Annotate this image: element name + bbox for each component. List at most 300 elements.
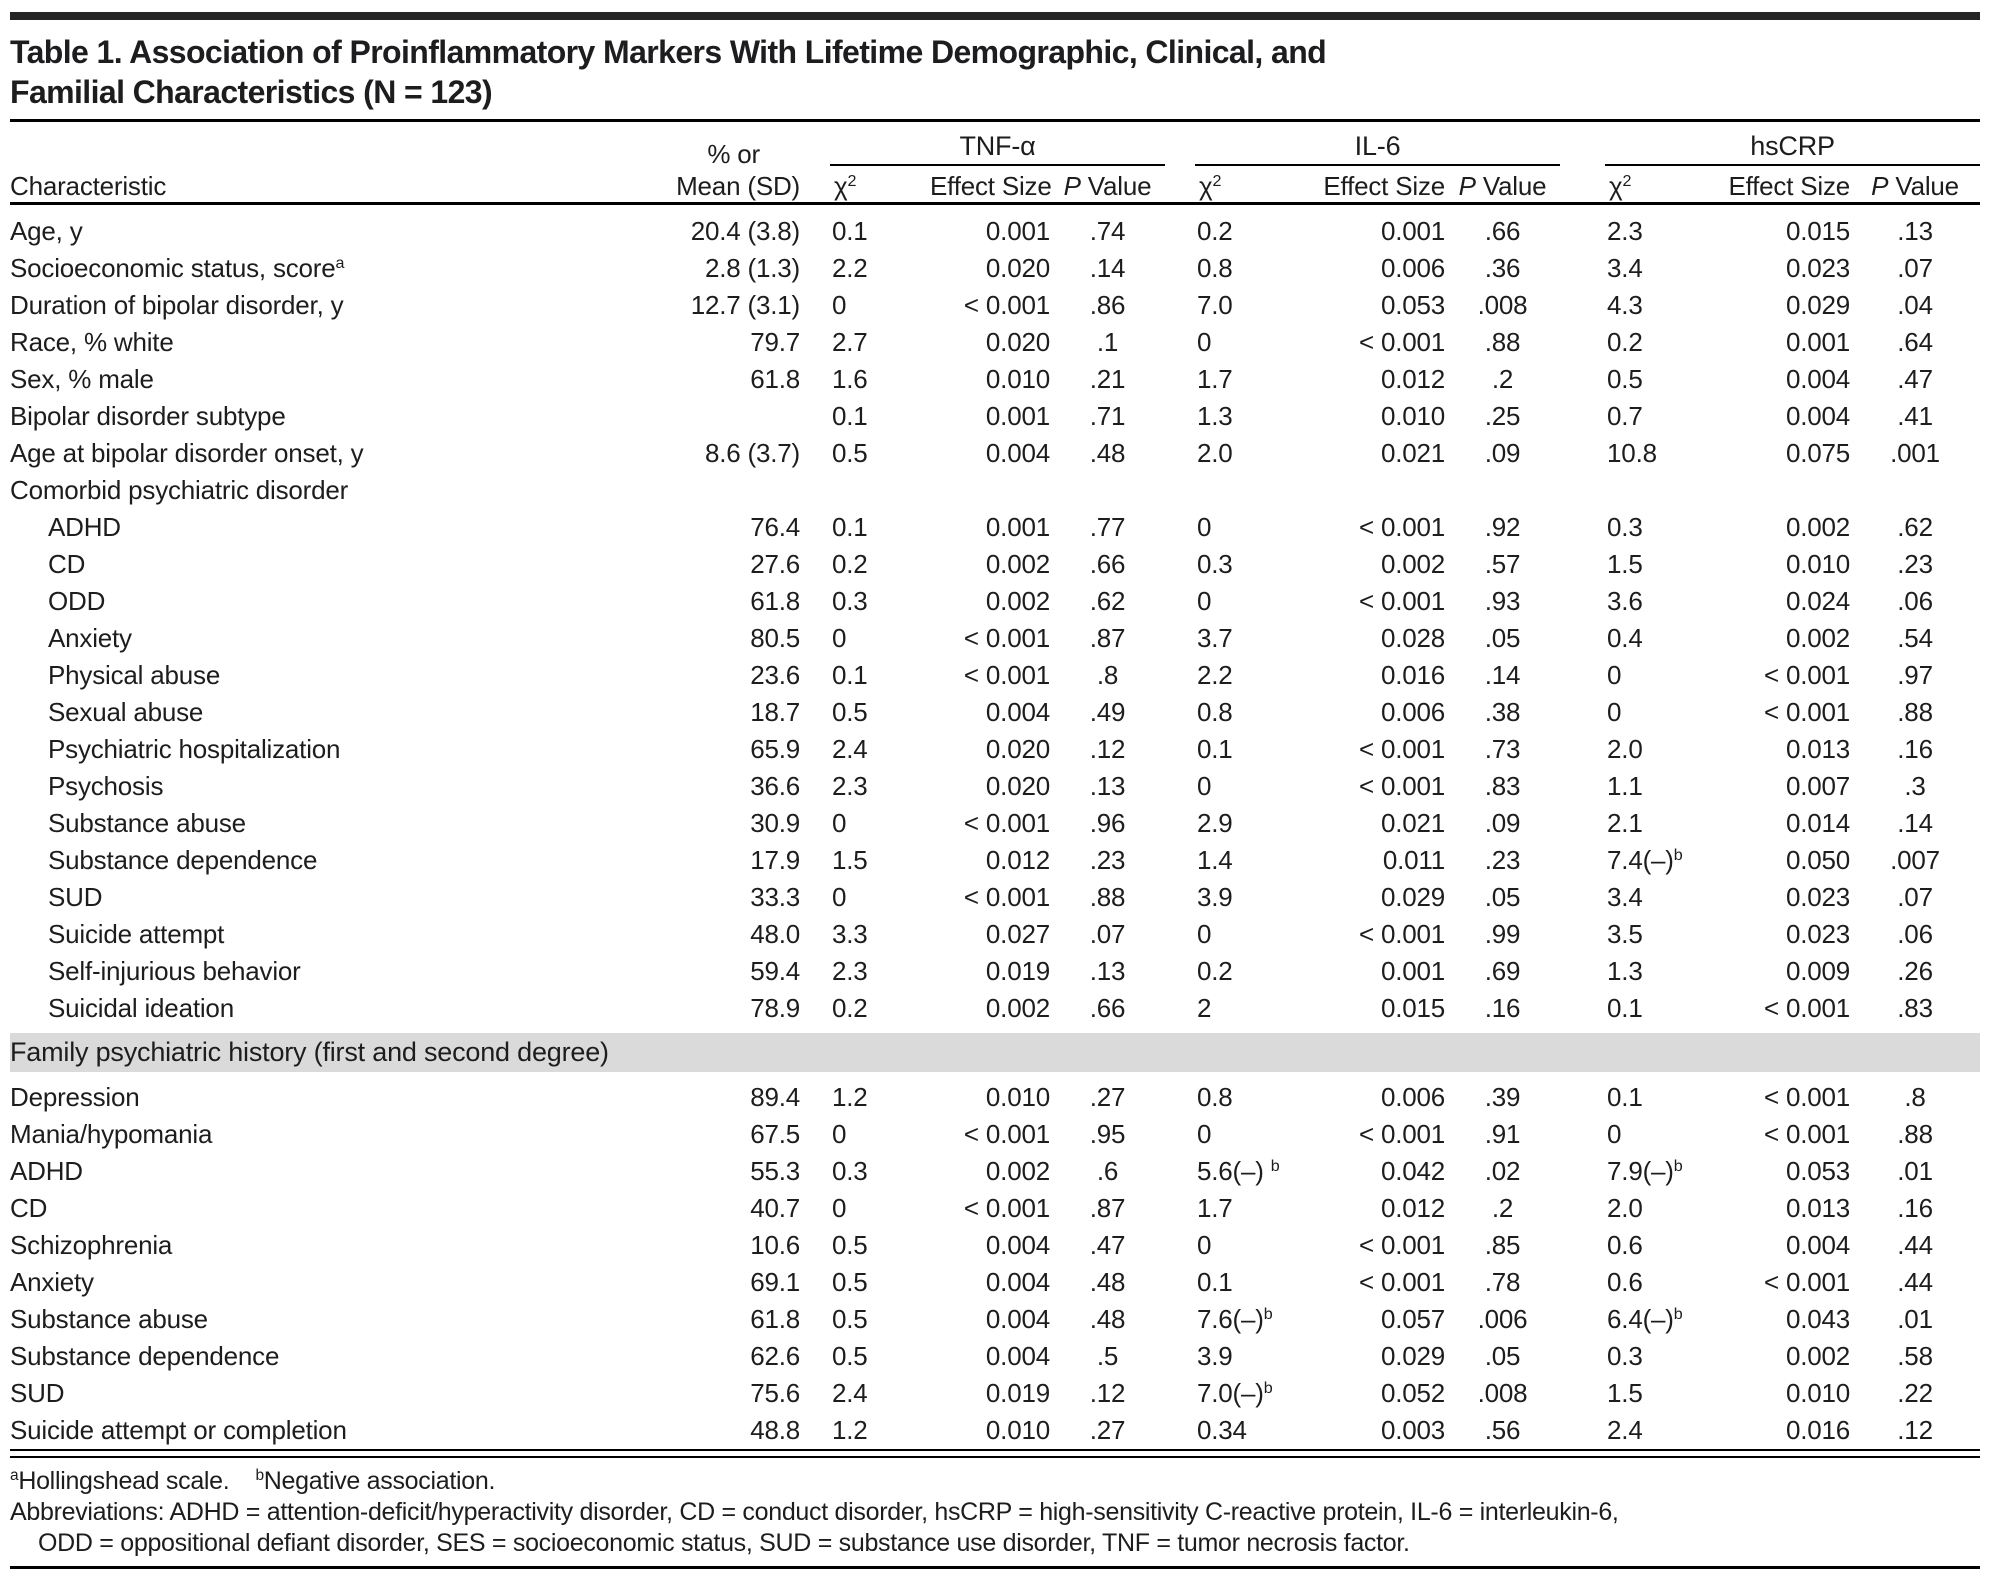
- characteristic-cell: Sex, % male: [10, 364, 154, 394]
- spacer-cell: [1560, 435, 1605, 472]
- hscrp-chi2-cell: 0.7: [1607, 401, 1643, 431]
- abbreviations-line-1: Abbreviations: ADHD = attention-deficit/hyperactivity disorder, CD = conduct disorder, hsCRP = high-sensitivity C-reactive protein, IL-6 = interleukin-6,: [10, 1498, 1619, 1526]
- il6-chi2-cell: 0.2: [1197, 216, 1233, 246]
- tnf-effect-size-cell: < 0.001: [963, 808, 1050, 838]
- il6-p-value-cell: .05: [1484, 882, 1521, 912]
- tnf-p-value-cell: .8: [1096, 660, 1119, 690]
- tnf-p-value-header: P Value: [1063, 171, 1152, 201]
- hscrp-chi2-cell: 3.6: [1607, 586, 1643, 616]
- hscrp-p-value-cell: .06: [1897, 586, 1933, 616]
- il6-p-value-cell: [1445, 472, 1560, 509]
- il6-effect-size-cell: 0.011: [1382, 845, 1446, 875]
- tnf-effect-size-cell: < 0.001: [963, 290, 1050, 320]
- il6-effect-size-cell: 0.016: [1380, 660, 1446, 690]
- table-row: [10, 287, 1980, 324]
- il6-effect-size-cell: [1310, 472, 1445, 509]
- tnf-chi2-cell: 1.2: [832, 1082, 868, 1112]
- il6-effect-size-cell: < 0.001: [1358, 919, 1446, 949]
- hscrp-chi2-cell: $7.9(-)^b$: [1607, 1156, 1683, 1186]
- table-row: [10, 1412, 1980, 1450]
- tnf-p-value-cell: .95: [1089, 1119, 1126, 1149]
- spacer-cell: [1165, 842, 1195, 879]
- il6-p-value-cell: .73: [1484, 734, 1521, 764]
- hscrp-effect-size-cell: 0.029: [1785, 290, 1851, 320]
- spacer-cell: [800, 1301, 830, 1338]
- hscrp-chi2-cell: 0.6: [1607, 1230, 1643, 1260]
- hscrp-effect-size-cell: 0.023: [1785, 253, 1851, 283]
- spacer-cell: [1560, 1227, 1605, 1264]
- il6-chi2-cell: 0: [1197, 919, 1212, 949]
- hscrp-effect-size-cell: 0.004: [1785, 401, 1851, 431]
- tnf-chi2-cell: 0: [832, 1119, 847, 1149]
- spacer-cell: [1165, 1116, 1195, 1153]
- characteristic-cell: SUD: [10, 1378, 65, 1408]
- tnf-chi2-cell: 0.1: [832, 216, 868, 246]
- tnf-effect-size-header: Effect Size: [930, 171, 1052, 201]
- il6-p-value-cell: .57: [1484, 549, 1521, 579]
- tnf-effect-size-cell: 0.004: [985, 438, 1050, 468]
- hscrp-effect-size-cell: 0.015: [1785, 216, 1851, 246]
- characteristic-cell: Duration of bipolar disorder, y: [10, 290, 344, 320]
- table-row: [10, 657, 1980, 694]
- il6-p-value-cell: .39: [1484, 1082, 1521, 1112]
- hscrp-p-value-cell: [1850, 472, 1980, 509]
- top-rule-bar: [10, 12, 1980, 20]
- hscrp-effect-size-cell: 0.023: [1785, 882, 1851, 912]
- il6-chi2-cell: [1195, 472, 1310, 509]
- characteristic-cell: ODD: [48, 586, 106, 616]
- hscrp-chi2-cell: 0.6: [1607, 1267, 1643, 1297]
- tnf-p-value-cell: .13: [1089, 771, 1126, 801]
- spacer-cell: [1560, 361, 1605, 398]
- il6-chi2-cell: 2: [1197, 993, 1212, 1023]
- table-row: [10, 583, 1980, 620]
- section-band-row: [10, 1030, 1980, 1076]
- body-end-double-rule: [10, 1450, 1980, 1457]
- spacer-cell: [1560, 583, 1605, 620]
- il6-effect-size-cell: 0.003: [1380, 1415, 1446, 1445]
- table-row: [10, 620, 1980, 657]
- hscrp-p-value-cell: .44: [1897, 1267, 1933, 1297]
- characteristic-cell: Physical abuse: [48, 660, 221, 690]
- hscrp-chi2-cell: 0.3: [1607, 1341, 1643, 1371]
- hscrp-chi2-cell: 0.5: [1607, 364, 1643, 394]
- tnf-chi2-cell: 0: [832, 808, 847, 838]
- il6-effect-size-cell: 0.042: [1380, 1156, 1446, 1186]
- spacer-cell: [1560, 620, 1605, 657]
- hscrp-chi2-cell: 3.4: [1607, 882, 1643, 912]
- tnf-p-value-cell: .27: [1089, 1415, 1126, 1445]
- tnf-p-value-cell: .1: [1096, 327, 1119, 357]
- spacer-cell: [1165, 1412, 1195, 1450]
- hscrp-p-value-cell: .88: [1897, 697, 1933, 727]
- hscrp-chi2-cell: 0: [1607, 1119, 1622, 1149]
- tnf-p-value-cell: .23: [1089, 845, 1126, 875]
- il6-chi2-cell: 0: [1197, 327, 1212, 357]
- tnf-effect-size-cell: 0.010: [985, 1415, 1050, 1445]
- subsection-header-row: [10, 472, 1980, 509]
- characteristic-cell: SUD: [48, 882, 103, 912]
- il6-effect-size-cell: 0.006: [1380, 697, 1446, 727]
- il6-chi2-cell: 1.4: [1197, 845, 1233, 875]
- hscrp-p-value-cell: .8: [1904, 1082, 1926, 1112]
- characteristic-cell: Socioeconomic status, score$^a$: [10, 253, 345, 283]
- footnote-a: $^a$Hollingshead scale.: [10, 1467, 230, 1495]
- tnf-effect-size-cell: < 0.001: [963, 623, 1050, 653]
- percent-mean-cell: 55.3: [750, 1156, 800, 1186]
- tnf-effect-size-cell: 0.004: [985, 697, 1050, 727]
- section-band-label: Family psychiatric history (first and second degree): [10, 1030, 1980, 1076]
- il6-effect-size-cell: 0.021: [1380, 808, 1446, 838]
- percent-mean-cell: 65.9: [750, 734, 800, 764]
- hscrp-effect-size-cell: < 0.001: [1763, 993, 1851, 1023]
- table-row: [10, 953, 1980, 990]
- percent-header-line2: Mean (SD): [676, 171, 800, 201]
- spacer-cell: [800, 1264, 830, 1301]
- spacer-cell: [800, 1153, 830, 1190]
- table-row: [10, 509, 1980, 546]
- spacer-cell: [1165, 210, 1195, 250]
- spacer-cell: [1165, 250, 1195, 287]
- spacer-cell: [800, 435, 830, 472]
- spacer-cell: [800, 1076, 830, 1117]
- characteristic-cell: Suicidal ideation: [48, 993, 234, 1023]
- spacer-cell: [1560, 1375, 1605, 1412]
- hscrp-p-value-cell: .01: [1897, 1156, 1933, 1186]
- hscrp-chi2-cell: 2.0: [1607, 734, 1643, 764]
- tnf-p-value-cell: .62: [1089, 586, 1126, 616]
- tnf-chi2-cell: 0: [832, 1193, 847, 1223]
- hscrp-effect-size-cell: < 0.001: [1763, 660, 1851, 690]
- spacer-cell: [1165, 1227, 1195, 1264]
- spacer-cell: [800, 1412, 830, 1450]
- hscrp-p-value-cell: .07: [1897, 882, 1933, 912]
- hscrp-chi2-cell: 10.8: [1607, 438, 1657, 468]
- il6-effect-size-cell: 0.057: [1380, 1304, 1446, 1334]
- spacer-cell: [800, 842, 830, 879]
- spacer-cell: [1165, 509, 1195, 546]
- hscrp-p-value-cell: .04: [1897, 290, 1933, 320]
- il6-p-value-cell: .38: [1484, 697, 1521, 727]
- il6-p-value-cell: .93: [1484, 586, 1521, 616]
- percent-mean-cell: 61.8: [750, 586, 800, 616]
- hscrp-chi2-header: $\chi^2$: [1609, 171, 1632, 201]
- footnotes: [10, 1466, 1980, 1559]
- tnf-effect-size-cell: 0.019: [985, 956, 1050, 986]
- table-row: [10, 916, 1980, 953]
- spacer-cell: [800, 990, 830, 1030]
- percent-mean-cell: 59.4: [750, 956, 800, 986]
- tnf-chi2-cell: 0.5: [832, 1230, 868, 1260]
- table-row: [10, 1227, 1980, 1264]
- hscrp-effect-size-cell: 0.010: [1785, 549, 1851, 579]
- percent-mean-cell: 48.0: [750, 919, 800, 949]
- il6-chi2-cell: 0.3: [1197, 549, 1233, 579]
- hscrp-chi2-cell: 0.1: [1607, 993, 1643, 1023]
- page-title: [10, 32, 1980, 112]
- spacer-cell: [800, 509, 830, 546]
- table-row: [10, 1375, 1980, 1412]
- tnf-p-value-cell: .12: [1089, 734, 1126, 764]
- hscrp-p-value-cell: .26: [1897, 956, 1933, 986]
- percent-header-line1: % or: [707, 139, 760, 169]
- hscrp-p-value-cell: .12: [1897, 1415, 1933, 1445]
- il6-chi2-cell: 0: [1197, 512, 1212, 542]
- spacer-cell: [1560, 250, 1605, 287]
- tnf-chi2-cell: 0.1: [832, 512, 868, 542]
- tnf-p-value-cell: .96: [1089, 808, 1126, 838]
- tnf-effect-size-cell: 0.001: [985, 512, 1050, 542]
- tnf-chi2-cell: 0.5: [832, 1341, 868, 1371]
- il6-p-value-cell: .99: [1484, 919, 1521, 949]
- il6-p-value-cell: .2: [1491, 364, 1514, 394]
- tnf-chi2-cell: 3.3: [832, 919, 868, 949]
- table-row: [10, 1116, 1980, 1153]
- tnf-chi2-cell: 0: [832, 290, 847, 320]
- group-header-row: [10, 122, 1980, 165]
- tnf-effect-size-cell: 0.012: [985, 845, 1050, 875]
- spacer-cell: [800, 398, 830, 435]
- il6-chi2-cell: 1.3: [1197, 401, 1233, 431]
- tnf-chi2-cell: 2.3: [832, 771, 868, 801]
- tnf-effect-size-cell: 0.002: [985, 993, 1050, 1023]
- percent-mean-cell: 12.7 (3.1): [690, 290, 800, 320]
- tnf-chi2-cell: 0.2: [832, 993, 868, 1023]
- il6-p-value-cell: .05: [1484, 1341, 1521, 1371]
- hscrp-chi2-cell: 0.2: [1607, 327, 1643, 357]
- hscrp-chi2-cell: 2.3: [1607, 216, 1643, 246]
- spacer-cell: [1560, 324, 1605, 361]
- spacer-cell: [1560, 879, 1605, 916]
- group-header-hscrp: hsCRP: [1605, 122, 1980, 165]
- hscrp-chi2-cell: $7.4(-)^b$: [1607, 845, 1683, 875]
- hscrp-p-value-header: P Value: [1871, 171, 1959, 201]
- spacer-cell: [1165, 287, 1195, 324]
- hscrp-chi2-cell: 3.4: [1607, 253, 1643, 283]
- tnf-p-value-cell: .07: [1089, 919, 1126, 949]
- hscrp-effect-size-cell: 0.016: [1785, 1415, 1851, 1445]
- spacer-cell: [1560, 546, 1605, 583]
- percent-mean-cell: 20.4 (3.8): [690, 216, 800, 246]
- spacer-cell: [800, 1338, 830, 1375]
- il6-chi2-cell: 1.7: [1197, 1193, 1233, 1223]
- il6-chi2-cell: 0.1: [1197, 1267, 1233, 1297]
- il6-effect-size-cell: 0.001: [1380, 956, 1446, 986]
- tnf-effect-size-cell: 0.020: [985, 734, 1050, 764]
- characteristic-cell: Substance dependence: [48, 845, 318, 875]
- spacer-cell: [1165, 657, 1195, 694]
- tnf-effect-size-cell: 0.020: [985, 253, 1050, 283]
- il6-p-value-cell: .14: [1484, 660, 1521, 690]
- spacer-cell: [1165, 1264, 1195, 1301]
- tnf-p-value-cell: .88: [1089, 882, 1126, 912]
- tnf-p-value-cell: .5: [1096, 1341, 1119, 1371]
- spacer-cell: [800, 1375, 830, 1412]
- tnf-p-value-cell: .87: [1089, 1193, 1126, 1223]
- hscrp-chi2-cell: 0.1: [1607, 1082, 1643, 1112]
- il6-effect-size-cell: < 0.001: [1358, 327, 1446, 357]
- spacer-cell: [800, 210, 830, 250]
- hscrp-p-value-cell: .07: [1897, 253, 1933, 283]
- il6-effect-size-cell: 0.006: [1380, 1082, 1446, 1112]
- tnf-chi2-cell: [830, 472, 930, 509]
- table-row: [10, 731, 1980, 768]
- tnf-p-value-cell: .14: [1089, 253, 1126, 283]
- il6-chi2-header: $\chi^2$: [1199, 171, 1222, 201]
- spacer-cell: [1560, 694, 1605, 731]
- table-row: [10, 1301, 1980, 1338]
- percent-mean-cell: 18.7: [750, 697, 800, 727]
- il6-effect-size-cell: < 0.001: [1358, 1267, 1446, 1297]
- table-row: [10, 694, 1980, 731]
- hscrp-p-value-cell: .62: [1897, 512, 1933, 542]
- tnf-p-value-cell: .27: [1089, 1082, 1126, 1112]
- tnf-chi2-cell: 0.5: [832, 1267, 868, 1297]
- spacer-cell: [1165, 879, 1195, 916]
- percent-mean-cell: 76.4: [750, 512, 800, 542]
- tnf-p-value-cell: .74: [1089, 216, 1126, 246]
- tnf-p-value-cell: .48: [1089, 1267, 1126, 1297]
- spacer-cell: [1165, 916, 1195, 953]
- hscrp-effect-size-cell: 0.053: [1785, 1156, 1851, 1186]
- tnf-effect-size-cell: 0.004: [985, 1341, 1050, 1371]
- characteristic-cell: ADHD: [10, 1156, 83, 1186]
- percent-mean-cell: 61.8: [750, 364, 800, 394]
- il6-p-value-cell: .2: [1491, 1193, 1514, 1223]
- table-row: [10, 879, 1980, 916]
- spacer-cell: [800, 731, 830, 768]
- spacer-cell: [1560, 509, 1605, 546]
- tnf-effect-size-cell: 0.004: [985, 1267, 1050, 1297]
- percent-mean-cell: 27.6: [750, 549, 800, 579]
- characteristic-cell: Sexual abuse: [48, 697, 204, 727]
- hscrp-chi2-cell: 3.5: [1607, 919, 1643, 949]
- il6-chi2-cell: 0.8: [1197, 253, 1233, 283]
- characteristic-cell: Bipolar disorder subtype: [10, 401, 286, 431]
- hscrp-p-value-cell: .64: [1897, 327, 1933, 357]
- hscrp-effect-size-cell: 0.024: [1785, 586, 1851, 616]
- il6-effect-size-cell: < 0.001: [1358, 1230, 1446, 1260]
- spacer-cell: [1165, 1301, 1195, 1338]
- hscrp-chi2-cell: 0.4: [1607, 623, 1643, 653]
- characteristic-cell: CD: [48, 549, 86, 579]
- spacer-cell: [1165, 1338, 1195, 1375]
- percent-mean-cell: 8.6 (3.7): [704, 438, 800, 468]
- table-row: [10, 361, 1980, 398]
- il6-chi2-cell: 7.0: [1197, 290, 1233, 320]
- tnf-effect-size-cell: < 0.001: [963, 660, 1050, 690]
- hscrp-chi2-cell: 0: [1607, 660, 1622, 690]
- tnf-p-value-cell: .47: [1089, 1230, 1126, 1260]
- tnf-effect-size-cell: 0.004: [985, 1304, 1050, 1334]
- il6-p-value-cell: .66: [1484, 216, 1521, 246]
- tnf-effect-size-cell: [930, 472, 1050, 509]
- footnote-b: $^b$Negative association.: [255, 1467, 496, 1495]
- table-row: [10, 768, 1980, 805]
- il6-effect-size-cell: 0.028: [1380, 623, 1446, 653]
- percent-mean-cell: 79.7: [750, 327, 800, 357]
- tnf-chi2-cell: 2.7: [832, 327, 868, 357]
- il6-p-value-cell: .91: [1484, 1119, 1521, 1149]
- hscrp-effect-size-cell: 0.010: [1785, 1378, 1851, 1408]
- table-row: [10, 1076, 1980, 1117]
- spacer-cell: [800, 361, 830, 398]
- percent-mean-cell: 40.7: [750, 1193, 800, 1223]
- percent-mean-cell: 33.3: [750, 882, 800, 912]
- il6-chi2-cell: 0: [1197, 1119, 1212, 1149]
- table-row: [10, 990, 1980, 1030]
- tnf-chi2-cell: 2.4: [832, 734, 868, 764]
- tnf-chi2-cell: 0.1: [832, 401, 868, 431]
- characteristic-cell: Substance abuse: [10, 1304, 208, 1334]
- spacer-cell: [1560, 842, 1605, 879]
- spacer-cell: [1165, 953, 1195, 990]
- tnf-p-value-cell: .71: [1089, 401, 1126, 431]
- characteristic-cell: Self-injurious behavior: [48, 956, 301, 986]
- il6-chi2-cell: 0.8: [1197, 697, 1233, 727]
- spacer-cell: [800, 879, 830, 916]
- spacer-cell: [1560, 1153, 1605, 1190]
- il6-effect-size-cell: 0.029: [1380, 882, 1446, 912]
- tnf-chi2-cell: 0.3: [832, 1156, 868, 1186]
- hscrp-chi2-cell: [1605, 472, 1710, 509]
- tnf-p-value-cell: .86: [1089, 290, 1126, 320]
- spacer-cell: [1165, 768, 1195, 805]
- il6-p-value-header: P Value: [1458, 171, 1547, 201]
- spacer-cell: [1560, 805, 1605, 842]
- percent-mean-cell: [630, 472, 800, 509]
- spacer-cell: [800, 1227, 830, 1264]
- percent-mean-cell: 89.4: [750, 1082, 800, 1112]
- spacer-cell: [1560, 1264, 1605, 1301]
- il6-chi2-cell: 0: [1197, 1230, 1212, 1260]
- hscrp-chi2-cell: 2.4: [1607, 1415, 1643, 1445]
- hscrp-p-value-cell: .007: [1890, 845, 1940, 875]
- il6-chi2-cell: 0.8: [1197, 1082, 1233, 1112]
- tnf-effect-size-cell: 0.002: [985, 549, 1050, 579]
- tnf-chi2-cell: 0.3: [832, 586, 868, 616]
- characteristic-cell: Comorbid psychiatric disorder: [10, 475, 349, 505]
- il6-effect-size-cell: 0.015: [1380, 993, 1446, 1023]
- il6-effect-size-cell: 0.012: [1380, 364, 1446, 394]
- hscrp-p-value-cell: .16: [1897, 1193, 1933, 1223]
- spacer-cell: [800, 583, 830, 620]
- il6-p-value-cell: .88: [1484, 327, 1521, 357]
- tnf-p-value-cell: .21: [1089, 364, 1126, 394]
- percent-mean-cell: 62.6: [750, 1341, 800, 1371]
- tnf-chi2-cell: 0.5: [832, 697, 868, 727]
- tnf-effect-size-cell: 0.027: [985, 919, 1050, 949]
- hscrp-effect-size-cell: 0.013: [1785, 734, 1851, 764]
- hscrp-effect-size-cell: 0.001: [1785, 327, 1851, 357]
- il6-p-value-cell: .008: [1477, 1378, 1528, 1408]
- spacer: [1560, 122, 1605, 204]
- percent-mean-cell: 36.6: [750, 771, 800, 801]
- il6-p-value-cell: .008: [1477, 290, 1528, 320]
- il6-chi2-cell: 3.7: [1197, 623, 1233, 653]
- table-row: [10, 435, 1980, 472]
- characteristic-cell: Anxiety: [10, 1267, 94, 1297]
- spacer-cell: [1165, 694, 1195, 731]
- il6-effect-size-cell: 0.053: [1380, 290, 1446, 320]
- il6-p-value-cell: .05: [1484, 623, 1521, 653]
- hscrp-p-value-cell: .001: [1890, 438, 1940, 468]
- hscrp-effect-size-cell: 0.004: [1785, 1230, 1851, 1260]
- hscrp-p-value-cell: .01: [1897, 1304, 1933, 1334]
- table-row: [10, 1190, 1980, 1227]
- characteristic-cell: Depression: [10, 1082, 140, 1112]
- il6-chi2-cell: 0.34: [1197, 1415, 1247, 1445]
